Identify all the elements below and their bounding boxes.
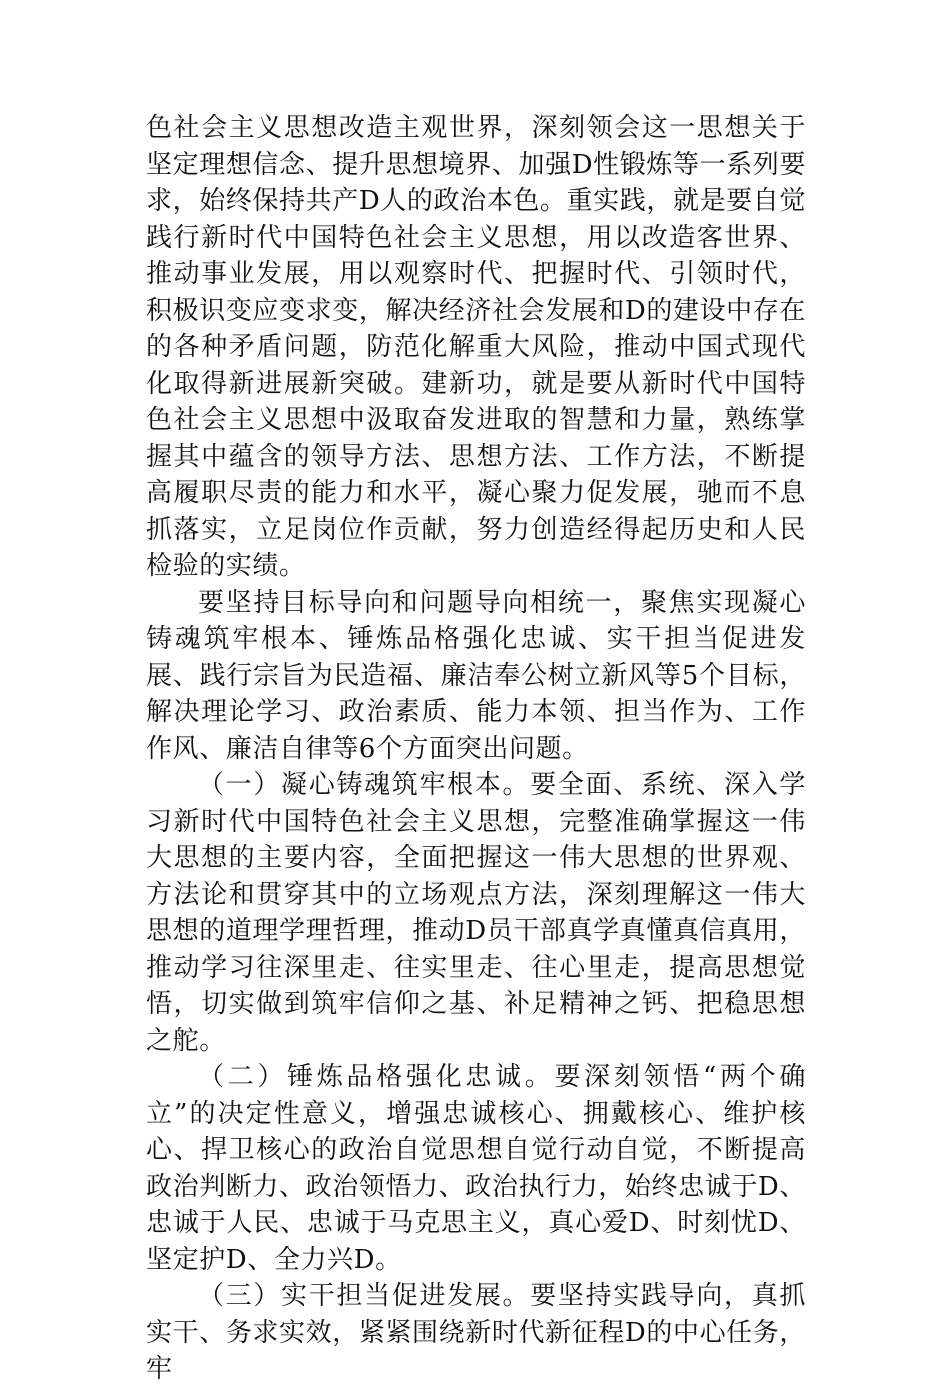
paragraph-section-2: （二）锤炼品格强化忠诚。要深刻领悟“两个确立”的决定性意义，增强忠诚核心、拥戴核心、维护核心、捍卫核心的政治自觉思想自觉行动自觉，不断提高政治判断力、政治领悟力、政治执行力，始终忠诚于D、忠诚于人民、忠诚于马克思主义，真心爱D、时刻忧D、坚定护D、全力兴D。 (146, 1062, 806, 1275)
document-page (146, 110, 806, 1388)
paragraph-continued: 色社会主义思想改造主观世界，深刻领会这一思想关于坚定理想信念、提升思想境界、加强D性锻炼等一系列要求，始终保持共产D人的政治本色。重实践，就是要自觉践行新时代中国特色社会主义思想，用以改造客世界、推动事业发展，用以观察时代、把握时代、引领时代，积极识变应变求变，解决经济社会发展和D的建设中存在的各种矛盾问题，防范化解重大风险，推动中国式现代化取得新进展新突破。建新功，就是要从新时代中国特色社会主义思想中汲取奋发进取的智慧和力量，熟练掌握其中蕴含的领导方法、思想方法、工作方法，不断提高履职尽责的能力和水平，凝心聚力促发展，驰而不息抓落实，立足岗位作贡献，努力创造经得起历史和人民检验的实绩。 (146, 113, 806, 581)
paragraph-section-3: （三）实干担当促进发展。要坚持实践导向，真抓实干、务求实效，紧紧围绕新时代新征程D的中心任务，牢 (146, 1281, 806, 1384)
paragraph-goals: 要坚持目标导向和问题导向相统一，聚焦实现凝心铸魂筑牢根本、锤炼品格强化忠诚、实干担当促进发展、践行宗旨为民造福、廉洁奉公树立新风等5个目标，解决理论学习、政治素质、能力本领、担当作为、工作作风、廉洁自律等6个方面突出问题。 (146, 587, 806, 764)
paragraph-section-1: （一）凝心铸魂筑牢根本。要全面、系统、深入学习新时代中国特色社会主义思想，完整准确掌握这一伟大思想的主要内容，全面把握这一伟大思想的世界观、方法论和贯穿其中的立场观点方法，深刻理解这一伟大思想的道理学理哲理，推动D员干部真学真懂真信真用，推动学习往深里走、往实里走、往心里走，提高思想觉悟，切实做到筑牢信仰之基、补足精神之钙、把稳思想之舵。 (146, 770, 806, 1056)
